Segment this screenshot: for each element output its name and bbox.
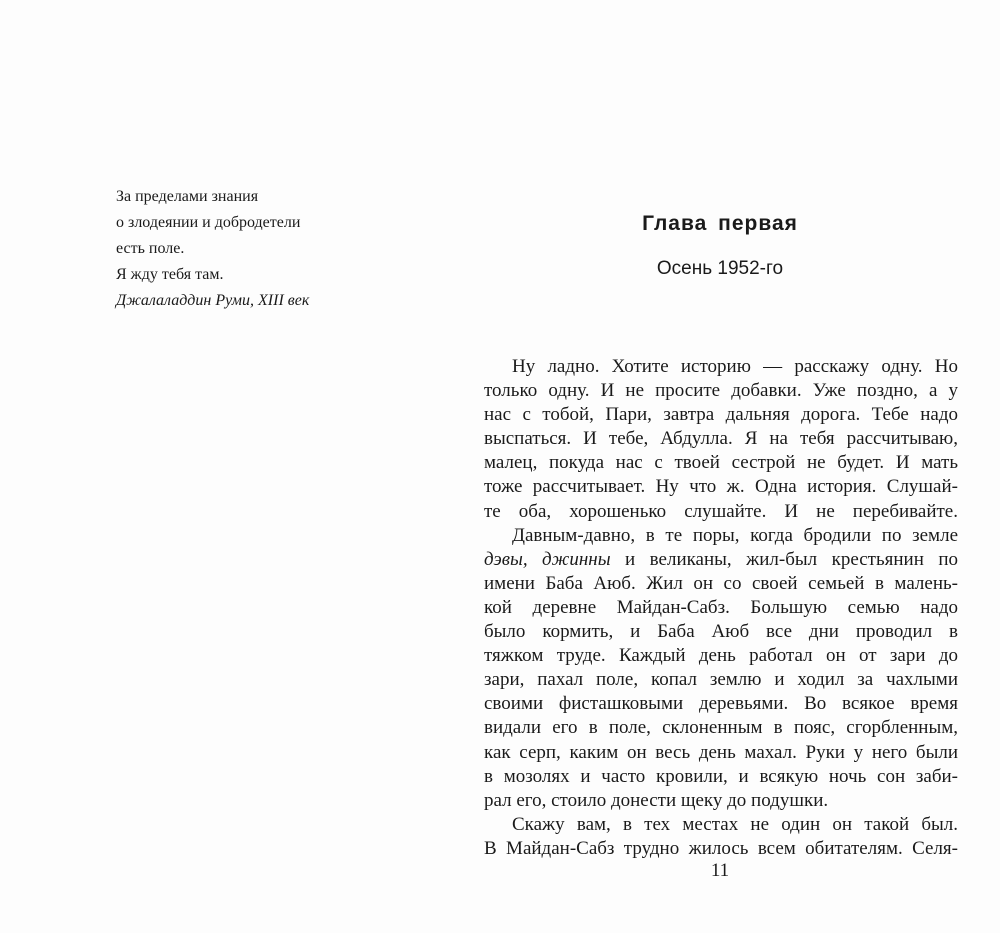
epigraph-line: есть поле. (116, 240, 185, 257)
chapter-body (484, 355, 958, 861)
body-line: те оба, хорошенько слушайте. И не перебивайте. (484, 500, 958, 522)
body-line: Скажу вам, в тех местах не один он такой был. (512, 813, 958, 835)
body-line: выспаться. И тебе, Абдулла. Я на тебя рассчитываю, (484, 428, 958, 450)
body-line: малец, покуда нас с твоей сестрой не будет. И мать (484, 452, 958, 474)
italic-terms: дэвы, джинны (484, 548, 611, 570)
body-line: в мозолях и часто кровили, и всякую ночь сон заби- (484, 765, 958, 787)
body-line: видали его в поле, склоненным в пояс, сгорбленным, (484, 717, 958, 739)
body-line (484, 548, 958, 572)
body-line: было кормить, и Баба Аюб все дни проводил в (484, 621, 958, 643)
body-line: зари, пахал поле, копал землю и ходил за чахлыми (484, 669, 958, 691)
epigraph-line: Я жду тебя там. (116, 266, 224, 283)
body-line: В Майдан-Сабз трудно жилось всем обитателям. Селя- (484, 837, 958, 859)
chapter-subtitle: Осень 1952-го (656, 258, 784, 279)
epigraph (116, 184, 416, 314)
body-line: тоже рассчитывает. Ну что ж. Одна история. Слушай- (484, 476, 958, 498)
body-line: своими фисташковыми деревьями. Во всякое время (484, 693, 958, 715)
chapter-title: Глава первая (642, 212, 798, 235)
body-line: Ну ладно. Хотите историю — расскажу одну. Но (512, 356, 958, 377)
body-line: рал его, стоило донести щеку до подушки. (484, 789, 829, 811)
body-line: тяжком труде. Каждый день работал он от зари до (484, 645, 958, 667)
page-number: 11 (710, 860, 730, 881)
body-line: Давным-давно, в те поры, когда бродили по земле (512, 524, 958, 546)
body-line-rest: и великаны, жил-был крестьянин по (625, 548, 959, 570)
epigraph-line: За пределами знания (116, 188, 259, 205)
body-line: нас с тобой, Пари, завтра дальняя дорога. Тебе надо (484, 404, 958, 426)
body-line: только одну. И не просите добавки. Уже поздно, а у (484, 380, 958, 402)
body-line: как серп, каким он весь день махал. Руки у него были (484, 741, 958, 763)
body-line: кой деревне Майдан-Сабз. Большую семью надо (484, 596, 958, 618)
epigraph-line: о злодеянии и добродетели (116, 214, 301, 231)
body-line: имени Баба Аюб. Жил он со своей семьей в малень- (484, 572, 958, 594)
epigraph-attribution: Джалаладдин Руми, XIII век (116, 292, 310, 309)
